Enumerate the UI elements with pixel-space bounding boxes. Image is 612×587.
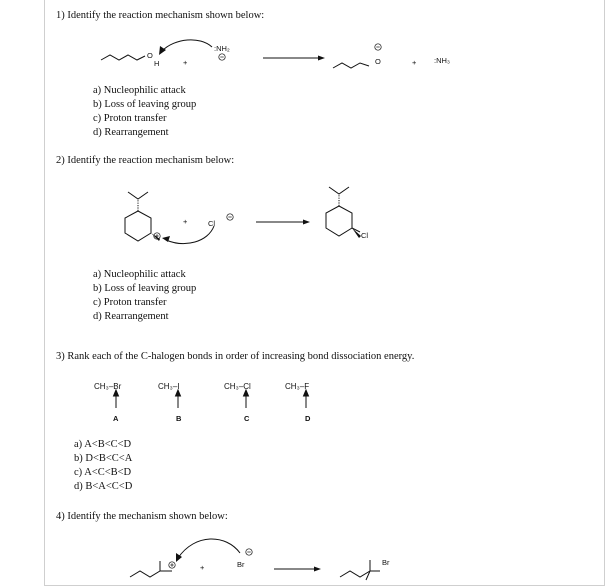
q4-bromide-ion: Br — [237, 560, 245, 569]
q1-option-a[interactable]: a) Nucleophilic attack — [93, 85, 186, 96]
q2-product-chlorine: Cl — [361, 231, 369, 240]
q3-option-b[interactable]: b) D<B<C<A — [74, 453, 133, 464]
q3-letter-b: B — [176, 414, 182, 423]
q1-ammonia: :NH₃ — [434, 56, 450, 65]
question-4-prompt: 4) Identify the mechanism shown below: — [56, 511, 228, 522]
q1-hydrogen-atom: H — [154, 59, 160, 68]
question-1-prompt: 1) Identify the reaction mechanism shown below: — [56, 10, 265, 21]
q4-product-bromine: Br — [382, 558, 390, 567]
q3-bond-d: CH₃–F — [285, 382, 310, 391]
q2-option-c[interactable]: c) Proton transfer — [93, 297, 167, 308]
q1-plus-sign-2: + — [412, 58, 417, 67]
q3-option-c[interactable]: c) A<C<B<D — [74, 467, 132, 478]
q1-option-b[interactable]: b) Loss of leaving group — [93, 99, 197, 110]
q3-letter-c: C — [244, 414, 250, 423]
q3-bond-a: CH₃–Br — [94, 382, 122, 391]
q1-option-c[interactable]: c) Proton transfer — [93, 113, 167, 124]
q1-option-d[interactable]: d) Rearrangement — [93, 127, 169, 138]
q2-option-b[interactable]: b) Loss of leaving group — [93, 283, 197, 294]
q1-product-oxygen: O — [375, 57, 381, 66]
q2-option-a[interactable]: a) Nucleophilic attack — [93, 269, 186, 280]
q3-option-d[interactable]: d) B<A<C<D — [74, 481, 133, 492]
q1-plus-sign: + — [183, 58, 188, 67]
question-3-prompt: 3) Rank each of the C-halogen bonds in order of increasing bond dissociation energy. — [56, 351, 415, 362]
q1-amide-ion: :NH₂ — [214, 44, 230, 53]
q4-plus-sign: + — [200, 563, 205, 572]
q2-chloride-ion: Cl — [208, 219, 216, 228]
q2-option-d[interactable]: d) Rearrangement — [93, 311, 169, 322]
q3-letter-d: D — [305, 414, 311, 423]
q3-bond-c: CH₃–Cl — [224, 382, 251, 391]
q3-letter-a: A — [113, 414, 119, 423]
question-2-prompt: 2) Identify the reaction mechanism below: — [56, 155, 235, 166]
q2-plus-sign: + — [183, 217, 188, 226]
q3-bond-b: CH₃–I — [158, 382, 180, 391]
q3-option-a[interactable]: a) A<B<C<D — [74, 439, 132, 450]
q1-oxygen-atom: O — [147, 51, 153, 60]
